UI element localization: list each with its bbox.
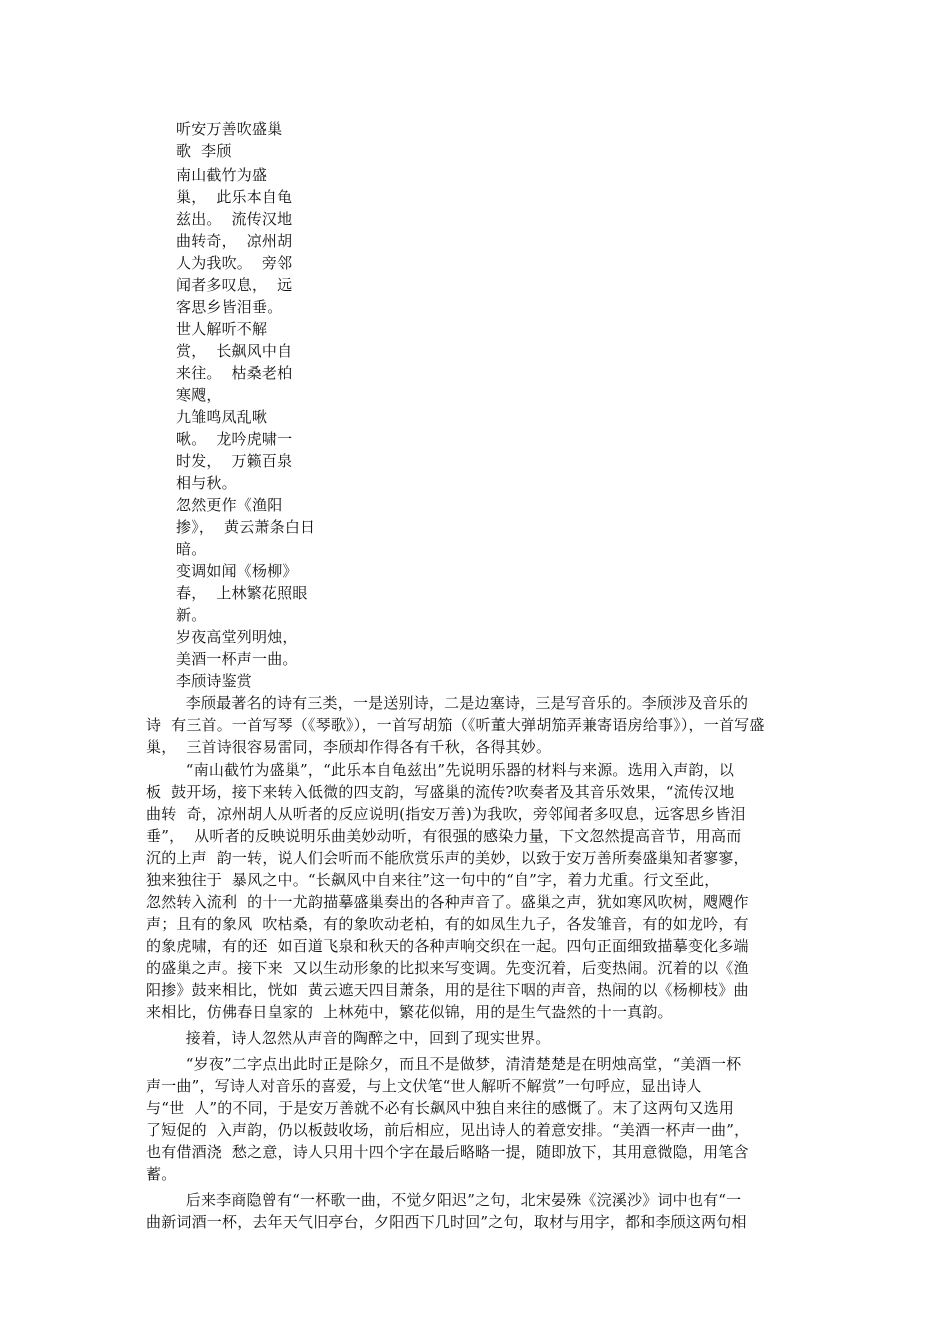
appreciation-heading: 李颀诗鉴赏: [176, 672, 253, 690]
poem-title-line-1: 听安万善吹盛巢: [176, 120, 283, 138]
text-line: 阳掺》鼓来相比，恍如 黄云遮天四目萧条，用的是往下咽的声音，热闹的以《杨柳枝》曲: [146, 981, 749, 999]
poem-line: 时发， 万籁百泉: [176, 452, 293, 470]
text-line: “南山截竹为盛巢”，“此乐本自龟兹出”先说明乐器的材料与来源。选用入声韵，以: [146, 761, 735, 779]
text-line: 了短促的 入声韵，仍以板鼓收场，前后相应，见出诗人的着意安排。“美酒一杯声一曲”，: [146, 1121, 750, 1139]
text-line: 的象虎啸，有的还 如百道飞泉和秋天的各种声响交织在一起。四句正面细致描摹变化多端: [146, 937, 749, 955]
poem-line: 新。: [176, 606, 207, 624]
poem-line: 春， 上林繁花照眼: [176, 584, 308, 602]
poem-line: 忽然更作《渔阳: [176, 496, 283, 514]
text-line: 板 鼓开场，接下来转入低微的四支韵，写盛巢的流传?吹奏者及其音乐效果，“流传汉地: [146, 783, 735, 801]
text-line: 诗 有三首。一首写琴（《琴歌》），一首写胡笳（《听董大弹胡笳弄兼寄语房给事》），一首写盛: [146, 716, 765, 734]
text-line: 的盛巢之声。接下来 又以生动形象的比拟来写变调。先变沉着，后变热闹。沉着的以《渔: [146, 959, 749, 977]
poem-line: 来往。 枯桑老柏: [176, 364, 293, 382]
text-line: 曲新词酒一杯，去年天气旧亭台，夕阳西下几时回”之句，取材与用字，都和李颀这两句相: [146, 1213, 747, 1231]
poem-line: 变调如闻《杨柳》: [176, 562, 298, 580]
text-line: 蓄。: [146, 1165, 177, 1183]
poem-line: 啾。 龙吟虎啸一: [176, 430, 293, 448]
poem-line: 巢， 此乐本自龟: [176, 188, 293, 206]
text-line: “岁夜”二字点出此时正是除夕，而且不是做梦，清清楚楚是在明烛高堂，“美酒一杯: [146, 1055, 742, 1073]
text-line: 李颀最著名的诗有三类，一是送别诗，二是边塞诗，三是写音乐的。李颀涉及音乐的: [146, 694, 749, 712]
text-line: 来相比，仿佛春日皇家的 上林苑中，繁花似锦，用的是生气盎然的十一真韵。: [146, 1003, 673, 1021]
poem-line: 闻者多叹息， 远: [176, 276, 293, 294]
text-line: 曲转 奇，凉州胡人从听者的反应说明(指安万善)为我吹，旁邻闻者多叹息，远客思乡皆泪: [146, 805, 746, 823]
poem-line: 寒飕，: [176, 386, 222, 404]
poem-line: 掺》， 黄云萧条白日: [176, 518, 316, 536]
poem-line: 兹出。 流传汉地: [176, 210, 293, 228]
poem-line: 美酒一杯声一曲。: [176, 650, 298, 668]
text-line: 沉的上声 韵一转，说人们会听而不能欣赏乐声的美妙，以致于安万善所奏盛巢知者寥寥，: [146, 849, 749, 867]
text-line: 巢， 三首诗很容易雷同，李颀却作得各有千秋，各得其妙。: [146, 738, 552, 756]
text-line: 接着，诗人忽然从声音的陶醉之中，回到了现实世界。: [146, 1029, 551, 1047]
poem-line: 相与秋。: [176, 474, 237, 492]
text-line: 后来李商隐曾有“一杯歌一曲，不觉夕阳迟”之句，北宋晏殊《浣溪沙》词中也有“一: [146, 1191, 742, 1209]
poem-line: 曲转奇， 凉州胡: [176, 232, 293, 250]
text-line: 忽然转入流利 的十一尤韵描摹盛巢奏出的各种声音了。盛巢之声，犹如寒风吹树，飕飕作: [146, 893, 749, 911]
poem-title-line-2: 歌 李颀: [176, 142, 232, 160]
text-line: 也有借酒浇 愁之意，诗人只用十四个字在最后略略一提，随即放下，其用意微隐，用笔含: [146, 1143, 749, 1161]
poem-line: 赏， 长飙风中自: [176, 342, 293, 360]
poem-line: 九雏鸣凤乱啾: [176, 408, 268, 426]
poem-line: 南山截竹为盛: [176, 166, 268, 184]
poem-line: 客思乡皆泪垂。: [176, 298, 283, 316]
text-line: 声一曲”，写诗人对音乐的喜爱，与上文伏笔“世人解听不解赏”一句呼应，显出诗人: [146, 1077, 702, 1095]
poem-line: 岁夜高堂列明烛，: [176, 628, 298, 646]
poem-line: 暗。: [176, 540, 207, 558]
text-line: 与“世 人”的不同，于是安万善就不必有长飙风中独自来往的感慨了。末了这两句又选用: [146, 1099, 735, 1117]
poem-line: 人为我吹。 旁邻: [176, 254, 293, 272]
text-line: 声；且有的象风 吹枯桑，有的象吹动老柏，有的如凤生九子，各发雏音，有的如龙吟，有: [146, 915, 749, 933]
text-line: 垂”， 从听者的反映说明乐曲美妙动听，有很强的感染力量，下文忽然提高音节，用高而: [146, 827, 742, 845]
text-line: 独来独往于 暴风之中。“长飙风中自来往”这一句中的“自”字，着力尤重。行文至此，: [146, 871, 720, 889]
poem-line: 世人解听不解: [176, 320, 268, 338]
